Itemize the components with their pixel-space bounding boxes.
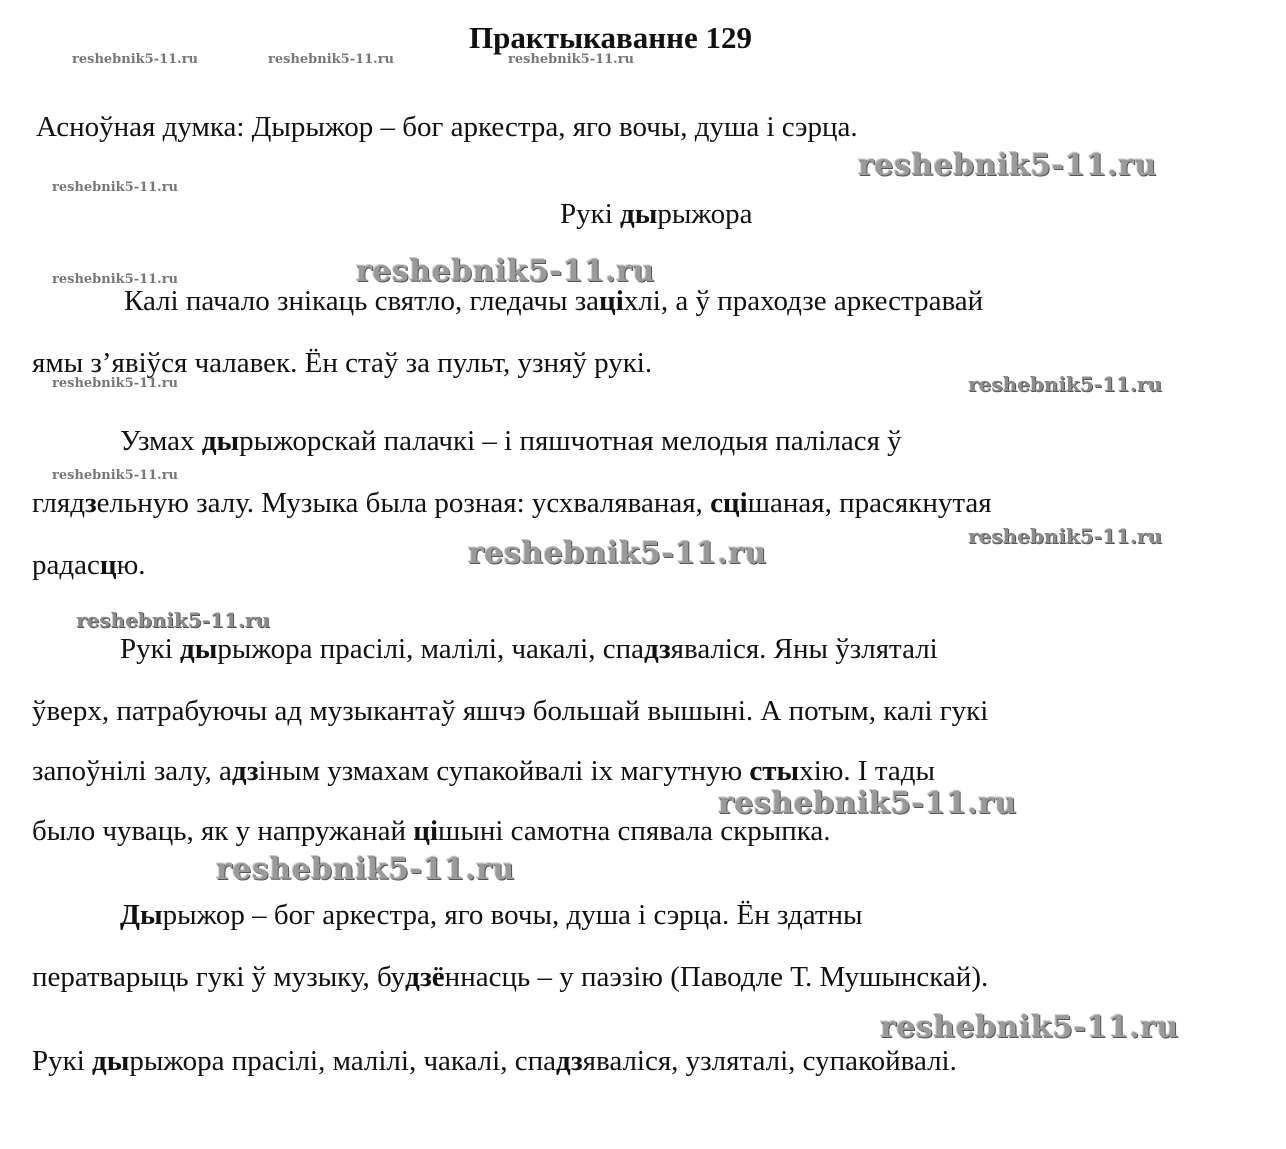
watermark: reshebnik5-11.ru (216, 852, 515, 887)
text-line (32, 346, 652, 380)
text-segment: шаная, прасякнутая (747, 487, 992, 519)
text-line (32, 1044, 957, 1078)
text-segment: гляд (32, 487, 85, 519)
watermark: reshebnik5-11.ru (52, 468, 179, 483)
text-segment: ннасць – у паэзію (Паводле Т. Мушынскай). (444, 961, 989, 993)
bold-segment: ц (99, 549, 117, 581)
text-segment: рыжорскай палачкі – і пяшчотная мелодыя палілася ў (239, 425, 902, 457)
text-line (124, 284, 983, 318)
text-segment: хію. І тады (799, 755, 935, 787)
text-segment: яваліся. Яны ўзляталі (670, 633, 938, 665)
text-segment: іным узмахам супакойвалі іх магутную (258, 755, 750, 787)
text-segment: ю. (116, 549, 146, 581)
watermark: reshebnik5-11.ru (858, 148, 1157, 183)
text-segment: было чуваць, як у напружанай (32, 815, 414, 847)
text-segment: ператварыць гукі ў музыку, бу (32, 961, 406, 993)
watermark: reshebnik5-11.ru (468, 536, 767, 571)
text-segment: яваліся, узляталі, супакойвалі. (582, 1045, 957, 1077)
bold-segment: дз (231, 755, 259, 787)
watermark: reshebnik5-11.ru (52, 272, 179, 287)
watermark: reshebnik5-11.ru (508, 52, 635, 67)
watermark: reshebnik5-11.ru (880, 1010, 1179, 1045)
bold-segment: ці (599, 285, 624, 317)
bold-segment: дз (643, 633, 671, 665)
text-segment: запоўнілі залу, а (32, 755, 232, 787)
text-segment: ўверх, патрабуючы ад музыкантаў яшчэ большай вышыні. А потым, калі гукі (32, 695, 989, 727)
text-line (32, 814, 831, 848)
text-title: Рукі дырыжора (560, 198, 753, 230)
text-line (32, 754, 935, 788)
text-segment: шыні самотна спявала скрыпка. (438, 815, 831, 847)
page-title: Практыкаванне 129 (469, 20, 753, 55)
text-line (120, 898, 863, 932)
text-segment: ельную залу. Музыка была розная: усхваляваная, (96, 487, 711, 519)
bold-segment: ды (92, 1045, 130, 1077)
watermark: reshebnik5-11.ru (52, 180, 179, 195)
bold-segment: ды (201, 425, 240, 457)
watermark: reshebnik5-11.ru (968, 372, 1162, 396)
watermark: reshebnik5-11.ru (718, 786, 1017, 821)
bold-segment: ці (413, 815, 439, 847)
text-segment: Калі пачало знікаць святло, гледачы за (124, 285, 600, 317)
watermark: reshebnik5-11.ru (968, 524, 1162, 548)
watermark: reshebnik5-11.ru (72, 52, 199, 67)
text-segment: Узмах (120, 425, 202, 457)
bold-segment: сты (749, 755, 800, 787)
text-segment: рыжора прасілі, малілі, чакалі, спа (129, 1045, 556, 1077)
bold-segment: дз (555, 1045, 583, 1077)
bold-segment: ды (180, 633, 218, 665)
text-segment: хлі, а ў праходзе аркестравай (623, 285, 984, 317)
text-line (32, 960, 988, 994)
bold-segment: з (85, 487, 97, 519)
text-segment: рыжор – бог аркестра, яго вочы, душа і сэрца. Ён здатны (162, 899, 863, 931)
text-line (32, 486, 992, 520)
bold-segment: Ды (120, 899, 163, 931)
bold-segment: дзё (405, 961, 445, 993)
main-idea: Асноўная думка: Дырыжор – бог аркестра, яго вочы, душа і сэрца. (36, 111, 858, 143)
text-line (32, 548, 146, 582)
text-segment: ямы з’явіўся чалавек. Ён стаў за пульт, узняў рукі. (32, 347, 653, 379)
text-line (120, 424, 902, 458)
text-segment: радас (32, 549, 100, 581)
text-line (32, 694, 988, 728)
watermark: reshebnik5-11.ru (356, 254, 655, 289)
text-segment: Рукі (120, 633, 181, 665)
watermark: reshebnik5-11.ru (52, 376, 179, 391)
text-line (120, 632, 938, 666)
bold-segment: сці (710, 487, 748, 519)
text-segment: рыжора прасілі, малілі, чакалі, спа (217, 633, 644, 665)
watermark: reshebnik5-11.ru (76, 608, 270, 632)
text-segment: Рукі (32, 1045, 93, 1077)
watermark: reshebnik5-11.ru (268, 52, 395, 67)
